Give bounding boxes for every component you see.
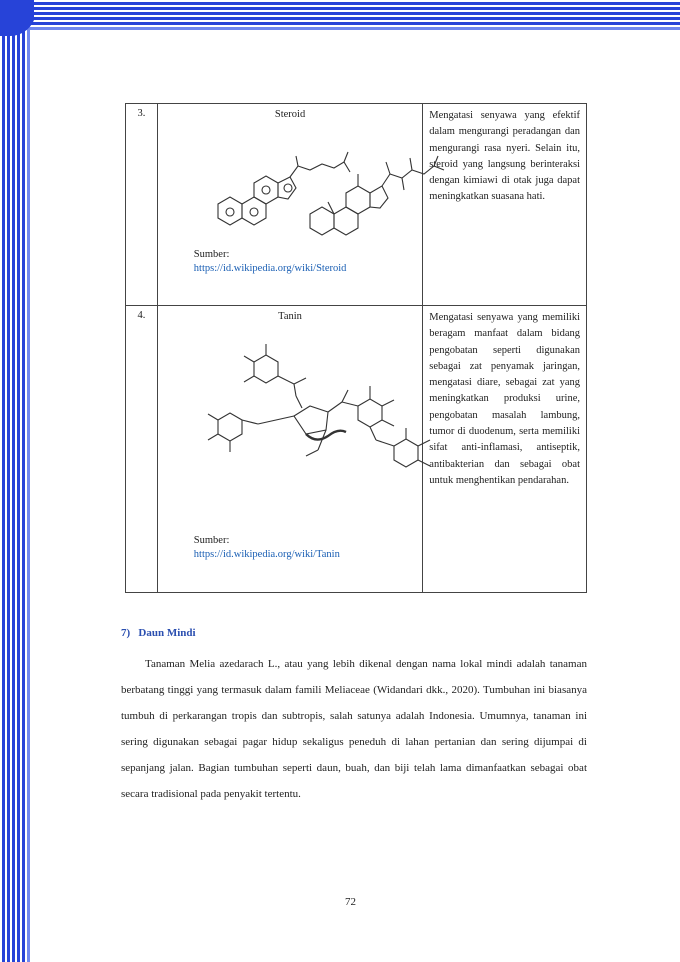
compound-name: Steroid <box>274 109 306 120</box>
table-row <box>126 104 587 306</box>
page-top-border <box>0 0 680 34</box>
compound-cell <box>157 104 423 306</box>
source-label: Sumber: <box>193 535 230 546</box>
source-link[interactable]: https://id.wikipedia.org/wiki/Steroid <box>193 263 347 274</box>
tannin-structure-image <box>198 332 448 482</box>
section-title: Daun Mindi <box>138 627 196 639</box>
row-number: 3. <box>126 104 158 306</box>
description-cell: Mengatasi senyawa yang memiliki beragam manfaat dalam bidang pengobatan seperti digunakan sebagai zat penyamak jaringan, mengatasi diare, sebagai zat yang meningkatkan produksi urine, pengobatan masalah lambung, tumor di duodenum, serta memiliki sifat anti-inflamasi, antiseptik, antibakterian dan sebagai obat untuk menghentikan pendarahan. <box>423 306 587 593</box>
source-label: Sumber: <box>193 249 230 260</box>
source-note <box>194 534 340 562</box>
source-note <box>194 248 347 276</box>
description-cell: Mengatasi senyawa yang efektif dalam mengurangi peradangan dan mengurangi rasa nyeri. Selain itu, steroid yang langsung berinteraksi dengan kimiawi di otak juga dapat meningkatkan suasana hati. <box>423 104 587 306</box>
compound-name: Tanin <box>278 311 302 322</box>
table-row <box>126 306 587 593</box>
row-number: 4. <box>126 306 158 593</box>
section-number: 7) <box>121 627 131 639</box>
page-left-border <box>0 0 34 962</box>
compound-table <box>125 103 587 593</box>
steroid-structure-image <box>198 128 448 244</box>
source-link[interactable]: https://id.wikipedia.org/wiki/Tanin <box>193 549 340 560</box>
compound-cell <box>157 306 423 593</box>
paragraph-text: Tanaman Melia azedarach L., atau yang lebih dikenal dengan nama lokal mindi adalah tanaman berbatang tinggi yang termasuk dalam famili Meliaceae (Widandari dkk., 2020). Tumbuhan ini biasanya tumbuh di perkarangan tropis dan subtropis, salah satunya adalah Indonesia. Umumnya, tanaman ini sering digunakan sebagai pagar hidup sekaligus peneduh di lahan pertanian dan sering dijumpai di sepanjang jalan. Bagian tumbuhan seperti daun, buah, dan biji telah lama dimanfaatkan sebagai obat secara tradisional pada penyakit tertentu. <box>121 658 587 800</box>
body-paragraph <box>121 651 587 807</box>
page-number: 72 <box>345 896 356 908</box>
section-heading <box>121 627 196 639</box>
